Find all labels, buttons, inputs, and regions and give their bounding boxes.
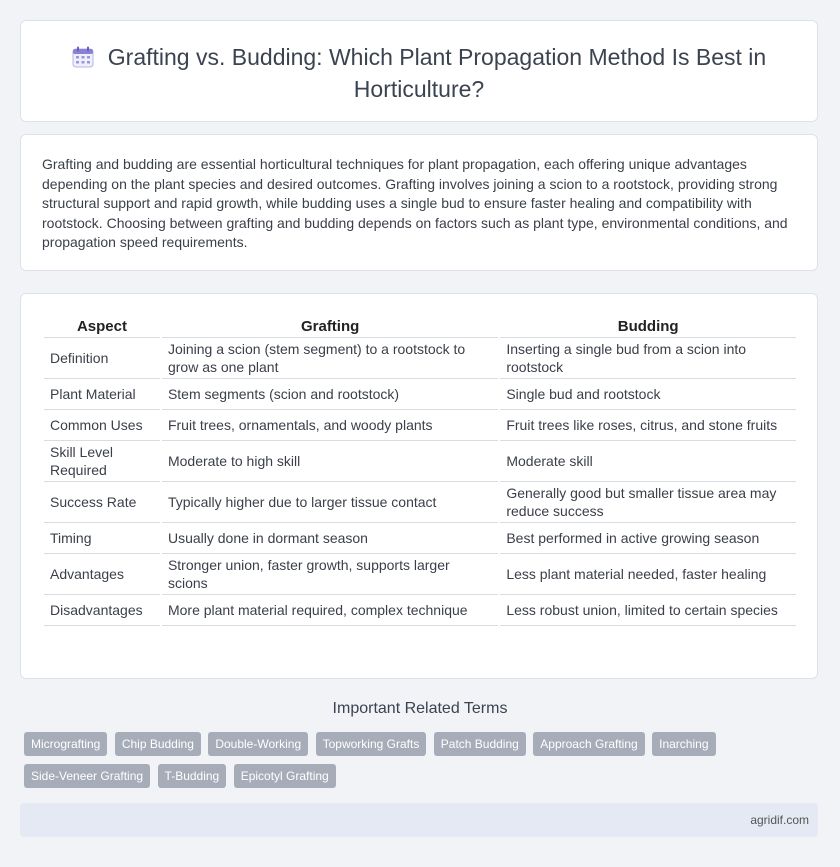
tag-chip-budding[interactable]: Chip Budding	[115, 732, 201, 756]
budding-cell: Less robust union, limited to certain species	[500, 595, 796, 626]
header-aspect: Aspect	[44, 316, 160, 338]
comparison-table	[42, 316, 798, 626]
budding-cell: Generally good but smaller tissue area may reduce success	[500, 482, 796, 523]
table-row	[44, 338, 796, 379]
table-row	[44, 379, 796, 410]
footer-site-link[interactable]: agridif.com	[750, 813, 809, 827]
budding-cell: Moderate skill	[500, 441, 796, 482]
budding-cell: Inserting a single bud from a scion into rootstock	[500, 338, 796, 379]
table-row	[44, 554, 796, 595]
aspect-cell: Timing	[44, 523, 160, 554]
aspect-cell: Plant Material	[44, 379, 160, 410]
tag-t-budding[interactable]: T-Budding	[158, 764, 227, 788]
aspect-cell: Disadvantages	[44, 595, 160, 626]
table-row	[44, 482, 796, 523]
aspect-cell: Skill Level Required	[44, 441, 160, 482]
table-row	[44, 523, 796, 554]
grafting-cell: Fruit trees, ornamentals, and woody plants	[162, 410, 498, 441]
aspect-cell: Definition	[44, 338, 160, 379]
grafting-cell: Joining a scion (stem segment) to a rootstock to grow as one plant	[162, 338, 498, 379]
table-row	[44, 595, 796, 626]
tag-epicotyl-grafting[interactable]: Epicotyl Grafting	[234, 764, 336, 788]
footer	[20, 803, 818, 837]
tag-double-working[interactable]: Double-Working	[208, 732, 308, 756]
grafting-cell: Moderate to high skill	[162, 441, 498, 482]
table-row	[44, 441, 796, 482]
header-budding: Budding	[500, 316, 796, 338]
comparison-table-card	[20, 293, 818, 679]
grafting-cell: Typically higher due to larger tissue contact	[162, 482, 498, 523]
aspect-cell: Advantages	[44, 554, 160, 595]
tag-side-veneer-grafting[interactable]: Side-Veneer Grafting	[24, 764, 150, 788]
page-title-wrap	[21, 43, 817, 104]
tag-inarching[interactable]: Inarching	[652, 732, 715, 756]
aspect-cell: Common Uses	[44, 410, 160, 441]
aspect-cell: Success Rate	[44, 482, 160, 523]
intro-paragraph: Grafting and budding are essential horticultural techniques for plant propagation, each offering unique advantages depending on the plant species and desired outcomes. Grafting involves joining a scion to a rootstock, providing strong structural support and rapid growth, while budding uses a single bud to ensure faster healing and compatibility with rootstock. Choosing between grafting and budding depends on factors such as plant type, environmental conditions, and propagation speed requirements.	[42, 156, 788, 250]
budding-cell: Less plant material needed, faster healing	[500, 554, 796, 595]
table-row	[44, 410, 796, 441]
grafting-cell: Stronger union, faster growth, supports larger scions	[162, 554, 498, 595]
budding-cell: Fruit trees like roses, citrus, and stone fruits	[500, 410, 796, 441]
header-grafting: Grafting	[162, 316, 498, 338]
related-terms-tags	[24, 732, 814, 796]
calendar-icon	[72, 46, 94, 75]
tag-topworking-grafts[interactable]: Topworking Grafts	[316, 732, 427, 756]
grafting-cell: More plant material required, complex technique	[162, 595, 498, 626]
related-terms-heading: Important Related Terms	[332, 700, 508, 717]
table-header-row	[44, 316, 796, 338]
tag-approach-grafting[interactable]: Approach Grafting	[533, 732, 644, 756]
grafting-cell: Usually done in dormant season	[162, 523, 498, 554]
intro-card	[20, 134, 818, 271]
budding-cell: Best performed in active growing season	[500, 523, 796, 554]
grafting-cell: Stem segments (scion and rootstock)	[162, 379, 498, 410]
page-title: Grafting vs. Budding: Which Plant Propagation Method Is Best in Horticulture?	[107, 44, 767, 102]
tag-patch-budding[interactable]: Patch Budding	[434, 732, 526, 756]
budding-cell: Single bud and rootstock	[500, 379, 796, 410]
tag-micrografting[interactable]: Micrografting	[24, 732, 107, 756]
title-card	[20, 20, 818, 122]
